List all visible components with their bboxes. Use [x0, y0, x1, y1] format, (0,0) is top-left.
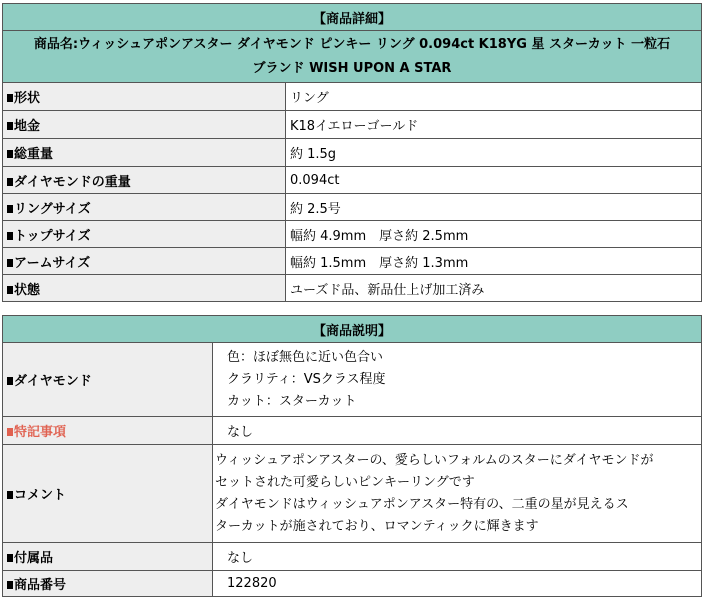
detail-row-metal: [3, 111, 702, 139]
desc-row-item-number: [3, 571, 702, 597]
detail-value: 約 1.5g: [286, 139, 702, 167]
bullet-icon: [7, 554, 13, 562]
bullet-icon: [7, 491, 13, 499]
details-header: 【商品詳細】: [3, 4, 702, 31]
detail-value: 0.094ct: [286, 167, 702, 194]
comment-value-cell: [213, 445, 702, 543]
desc-label-cell: [3, 417, 213, 445]
accessory-label: 付属品: [14, 551, 54, 566]
detail-label: アームサイズ: [14, 255, 91, 271]
product-title-cell: [3, 31, 702, 83]
bullet-icon: [7, 259, 13, 267]
detail-label: リングサイズ: [14, 201, 91, 217]
detail-label: トップサイズ: [14, 228, 91, 244]
detail-label-cell: [3, 248, 286, 275]
desc-row-comment: [3, 445, 702, 543]
detail-value: ユーズド品、新品仕上げ加工済み: [286, 275, 702, 302]
detail-row-top-size: [3, 221, 702, 248]
bullet-icon: [7, 428, 13, 436]
comment-line: セットされた可愛らしいピンキーリングです: [215, 474, 475, 490]
detail-label: 形状: [14, 91, 41, 106]
detail-label: 地金: [14, 119, 41, 134]
detail-value: 約 2.5号: [286, 194, 702, 221]
brand-name: ブランド WISH UPON A STAR: [252, 60, 452, 76]
description-table: [2, 315, 702, 597]
detail-row-ring-size: [3, 194, 702, 221]
detail-row-diamond-weight: [3, 167, 702, 194]
detail-row-total-weight: [3, 139, 702, 167]
detail-label-cell: [3, 275, 286, 302]
desc-label-cell: [3, 343, 213, 417]
diamond-value-cell: [213, 343, 702, 417]
accessory-value: なし: [213, 543, 702, 571]
description-header: 【商品説明】: [3, 316, 702, 343]
detail-label-cell: [3, 83, 286, 111]
diamond-color: 色：ほぼ無色に近い色合い: [227, 349, 384, 365]
diamond-cut: カット：スターカット: [227, 393, 357, 409]
special-value: なし: [213, 417, 702, 445]
bullet-icon: [7, 150, 13, 158]
comment-line: ダイヤモンドはウィッシュアポンアスター特有の、二重の星が見えるス: [215, 496, 629, 512]
detail-label: 総重量: [14, 147, 54, 162]
desc-row-special: [3, 417, 702, 445]
diamond-clarity: クラリティ：VSクラス程度: [227, 371, 386, 387]
bullet-icon: [7, 205, 13, 213]
desc-label-cell: [3, 543, 213, 571]
detail-value: 幅約 4.9mm 厚さ約 2.5mm: [286, 221, 702, 248]
item-number-value: 122820: [213, 571, 702, 597]
bullet-icon: [7, 286, 13, 294]
detail-row-condition: [3, 275, 702, 302]
detail-row-arm-size: [3, 248, 702, 275]
detail-label-cell: [3, 111, 286, 139]
detail-value: K18イエローゴールド: [286, 111, 702, 139]
detail-row-shape: [3, 83, 702, 111]
detail-label: 状態: [14, 282, 41, 298]
detail-label: ダイヤモンドの重量: [14, 174, 131, 190]
diamond-label: ダイヤモンド: [14, 374, 92, 389]
item-number-label: 商品番号: [14, 578, 67, 593]
detail-value: 幅約 1.5mm 厚さ約 1.3mm: [286, 248, 702, 275]
special-label: 特記事項: [14, 425, 67, 440]
bullet-icon: [7, 178, 13, 186]
desc-label-cell: [3, 571, 213, 597]
bullet-icon: [7, 122, 13, 130]
detail-label-cell: [3, 194, 286, 221]
comment-line: ターカットが施されており、ロマンティックに輝きます: [215, 518, 539, 534]
desc-row-diamond: [3, 343, 702, 417]
detail-label-cell: [3, 167, 286, 194]
desc-row-accessories: [3, 543, 702, 571]
bullet-icon: [7, 94, 13, 102]
bullet-icon: [7, 232, 13, 240]
desc-label-cell: [3, 445, 213, 543]
comment-label: コメント: [14, 488, 67, 503]
bullet-icon: [7, 377, 13, 385]
details-table: [2, 3, 702, 302]
product-name: 商品名:ウィッシュアポンアスター ダイヤモンド ピンキー リング 0.094ct K18YG 星 スターカット 一粒石: [33, 36, 671, 52]
detail-value: リング: [286, 83, 702, 111]
detail-label-cell: [3, 139, 286, 167]
detail-label-cell: [3, 221, 286, 248]
bullet-icon: [7, 581, 13, 589]
comment-line: ウィッシュアポンアスターの、愛らしいフォルムのスターにダイヤモンドが: [215, 452, 654, 468]
